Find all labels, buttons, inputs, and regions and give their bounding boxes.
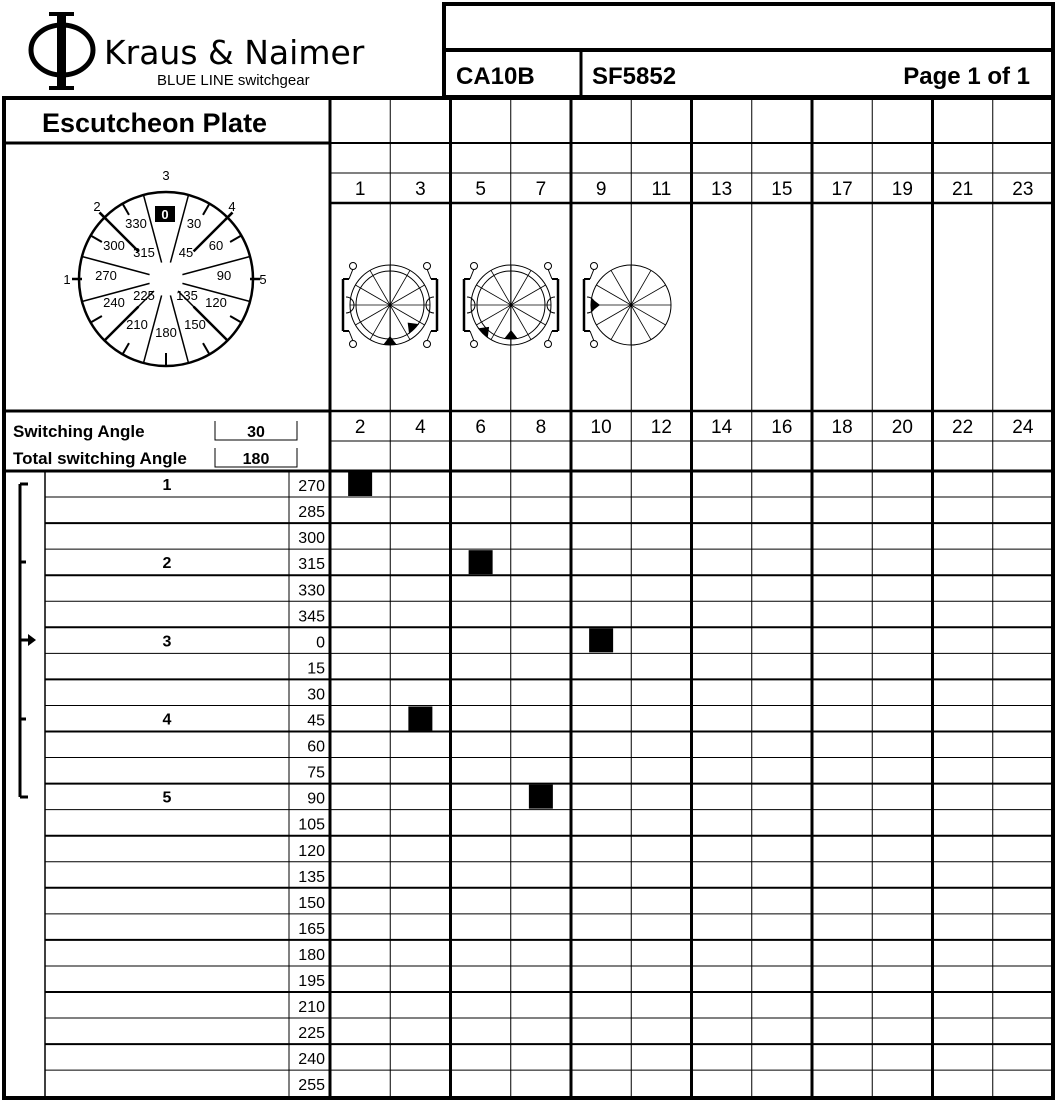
position-angle: 0 bbox=[316, 634, 325, 652]
dial-tick bbox=[91, 236, 102, 243]
position-row bbox=[298, 869, 325, 886]
terminal-number-top: 21 bbox=[952, 179, 974, 200]
phi-logo-icon bbox=[31, 12, 93, 90]
deck-spoke bbox=[631, 270, 651, 305]
closed-contact-mark bbox=[529, 785, 553, 809]
terminal-number-top: 9 bbox=[595, 179, 607, 200]
column-lines bbox=[330, 98, 1053, 1098]
terminal-number-top: 23 bbox=[1012, 179, 1034, 200]
dial-position-label: 3 bbox=[162, 168, 170, 183]
position-angle: 30 bbox=[307, 686, 325, 704]
dial-position-label: 4 bbox=[228, 199, 236, 214]
position-angle: 345 bbox=[298, 608, 325, 626]
terminal-number-top: 15 bbox=[771, 179, 793, 200]
dial-tick bbox=[230, 316, 241, 323]
position-angle: 255 bbox=[298, 1077, 325, 1095]
switching-angle-label: Switching Angle bbox=[13, 422, 145, 441]
position-row bbox=[298, 973, 325, 990]
terminal-number-bottom: 18 bbox=[831, 417, 853, 438]
dial-tick bbox=[91, 316, 102, 323]
deck-spoke bbox=[596, 305, 631, 325]
deck-contact-wedge bbox=[408, 323, 419, 334]
position-row bbox=[298, 504, 325, 521]
deck-spoke bbox=[631, 305, 666, 325]
dial-angle-label: 315 bbox=[133, 245, 155, 260]
dial-angle-label: 240 bbox=[103, 295, 125, 310]
position-row bbox=[163, 477, 326, 495]
position-angle: 135 bbox=[298, 868, 325, 886]
total-angle-value: 180 bbox=[242, 451, 270, 468]
position-row bbox=[163, 712, 326, 730]
position-angle: 45 bbox=[307, 712, 325, 730]
position-angle: 270 bbox=[298, 478, 325, 496]
deck-contact-wedge bbox=[478, 327, 489, 338]
terminal-number-top: 1 bbox=[354, 179, 366, 200]
dial-tick bbox=[203, 204, 210, 215]
deck-spoke bbox=[390, 270, 410, 305]
row-lines bbox=[45, 471, 1053, 1098]
dial-angle-label: 330 bbox=[125, 216, 147, 231]
dial-angle-label: 210 bbox=[126, 317, 148, 332]
position-row bbox=[298, 1051, 325, 1068]
deck-spoke bbox=[631, 285, 666, 305]
terminal-number-bottom: 12 bbox=[650, 417, 672, 438]
dial-tick bbox=[123, 204, 130, 215]
terminal-number-bottom: 14 bbox=[711, 417, 733, 438]
closed-contact-mark bbox=[408, 706, 432, 730]
dial-angle-label: 150 bbox=[184, 317, 206, 332]
position-angle: 315 bbox=[298, 556, 325, 574]
deck-spoke bbox=[611, 270, 631, 305]
deck-contact-wedge bbox=[383, 336, 397, 345]
position-angle: 105 bbox=[298, 816, 325, 834]
position-angle: 240 bbox=[298, 1051, 325, 1069]
brand-tagline: BLUE LINE switchgear bbox=[157, 72, 310, 89]
dial-angle-label: 60 bbox=[208, 238, 224, 253]
position-angle: 165 bbox=[298, 920, 325, 938]
deck-spoke bbox=[631, 305, 651, 340]
dial-angle-label: 225 bbox=[133, 288, 155, 303]
position-angle: 210 bbox=[298, 999, 325, 1017]
terminal-number-bottom: 2 bbox=[354, 417, 366, 438]
contact-diagram bbox=[343, 263, 671, 348]
position-number: 1 bbox=[162, 477, 172, 495]
total-angle-label: Total switching Angle bbox=[13, 449, 187, 468]
position-row bbox=[307, 686, 325, 703]
terminal-number-bottom: 10 bbox=[590, 417, 612, 438]
position-number: 5 bbox=[162, 789, 172, 807]
position-number: 3 bbox=[162, 633, 172, 651]
terminal-number-top: 13 bbox=[711, 179, 733, 200]
deck-spoke bbox=[596, 285, 631, 305]
position-number: 2 bbox=[162, 555, 172, 573]
deck-spoke bbox=[476, 285, 511, 305]
terminal-number-top: 11 bbox=[651, 179, 672, 200]
terminal-number-bottom: 16 bbox=[771, 417, 793, 438]
position-angle: 75 bbox=[307, 764, 325, 782]
deck-spoke bbox=[611, 305, 631, 340]
deck-spoke bbox=[390, 305, 425, 325]
position-angle: 90 bbox=[307, 790, 325, 808]
position-angle: 225 bbox=[298, 1025, 325, 1043]
dial-angle-label: 180 bbox=[155, 325, 177, 340]
position-table bbox=[163, 477, 326, 1094]
dial-angle-label: 30 bbox=[186, 216, 202, 231]
dial-tick bbox=[203, 343, 210, 354]
position-angle: 300 bbox=[298, 530, 325, 548]
closed-contact-mark bbox=[589, 628, 613, 652]
position-row bbox=[298, 582, 325, 599]
dial-angle-label: 120 bbox=[205, 295, 227, 310]
terminal-number-bottom: 8 bbox=[535, 417, 547, 438]
escutcheon-dial bbox=[63, 168, 266, 366]
contact-deck bbox=[584, 263, 671, 348]
contact-deck bbox=[464, 263, 558, 348]
deck-spoke bbox=[390, 305, 410, 340]
dial-position-label: 2 bbox=[93, 199, 101, 214]
dial-angle-label: 90 bbox=[216, 268, 232, 283]
position-number: 4 bbox=[162, 711, 172, 729]
terminal-number-bottom: 6 bbox=[475, 417, 486, 438]
terminal-number-top: 19 bbox=[891, 179, 913, 200]
position-row bbox=[298, 999, 325, 1016]
deck-spoke bbox=[355, 305, 390, 325]
terminal-number-top: 3 bbox=[415, 179, 426, 200]
position-row bbox=[298, 947, 325, 964]
drawing-number: SF5852 bbox=[592, 63, 677, 90]
deck-spoke bbox=[511, 305, 546, 325]
position-row bbox=[163, 555, 326, 573]
position-row bbox=[307, 765, 325, 782]
dial-angle-label: 135 bbox=[176, 288, 198, 303]
terminal-number-bottom: 4 bbox=[415, 417, 426, 438]
main-frame bbox=[4, 98, 1053, 1098]
position-angle: 120 bbox=[298, 842, 325, 860]
position-row bbox=[307, 660, 325, 677]
terminal-number-top: 7 bbox=[535, 179, 547, 200]
position-angle: 195 bbox=[298, 973, 325, 990]
position-angle: 180 bbox=[298, 946, 325, 964]
dial-tick bbox=[230, 236, 241, 243]
deck-spoke bbox=[370, 305, 390, 340]
section-title: Escutcheon Plate bbox=[42, 108, 268, 138]
position-angle: 285 bbox=[298, 504, 325, 522]
model-number: CA10B bbox=[456, 63, 535, 90]
deck-spoke bbox=[370, 270, 390, 305]
position-row bbox=[163, 633, 326, 651]
position-row bbox=[298, 895, 325, 912]
dial-position-label: 5 bbox=[259, 272, 267, 287]
terminal-number-bottom: 24 bbox=[1012, 417, 1034, 438]
dial-angle-label: 300 bbox=[103, 238, 125, 253]
deck-contact-wedge bbox=[504, 330, 518, 339]
brand-logo bbox=[31, 12, 365, 90]
dial-tick bbox=[123, 343, 130, 354]
terminal-number-top: 17 bbox=[831, 179, 853, 200]
current-position-arrow-icon bbox=[20, 634, 36, 646]
dial-angle-label: 45 bbox=[178, 245, 194, 260]
deck-spoke bbox=[491, 270, 511, 305]
terminal-number-bottom: 20 bbox=[891, 417, 913, 438]
position-angle: 150 bbox=[298, 894, 325, 912]
deck-spoke bbox=[511, 285, 546, 305]
dial-position-label: 1 bbox=[63, 272, 71, 287]
deck-spoke bbox=[355, 285, 390, 305]
brand-name: Kraus & Naimer bbox=[104, 33, 365, 72]
closed-contact-mark bbox=[469, 550, 493, 574]
position-row bbox=[298, 817, 325, 834]
position-row bbox=[298, 843, 325, 860]
position-row bbox=[298, 1077, 325, 1094]
position-row bbox=[307, 739, 325, 756]
contact-deck bbox=[343, 263, 437, 348]
position-angle: 330 bbox=[298, 582, 325, 600]
terminal-number-bottom: 22 bbox=[952, 417, 974, 438]
page-indicator: Page 1 of 1 bbox=[903, 63, 1030, 90]
closed-contact-mark bbox=[348, 472, 372, 496]
dial-current-angle: 0 bbox=[161, 207, 169, 222]
deck-spoke bbox=[476, 305, 511, 325]
position-row bbox=[298, 608, 325, 625]
position-row bbox=[298, 530, 325, 547]
position-angle: 60 bbox=[307, 738, 325, 756]
position-row bbox=[298, 921, 325, 938]
deck-spoke bbox=[390, 285, 425, 305]
switching-angle-value: 30 bbox=[247, 424, 265, 441]
terminal-number-top: 5 bbox=[475, 179, 486, 200]
deck-spoke bbox=[511, 270, 531, 305]
position-row bbox=[298, 1025, 325, 1042]
position-angle: 15 bbox=[307, 660, 325, 678]
dial-angle-label: 270 bbox=[95, 268, 117, 283]
position-row bbox=[163, 790, 326, 808]
